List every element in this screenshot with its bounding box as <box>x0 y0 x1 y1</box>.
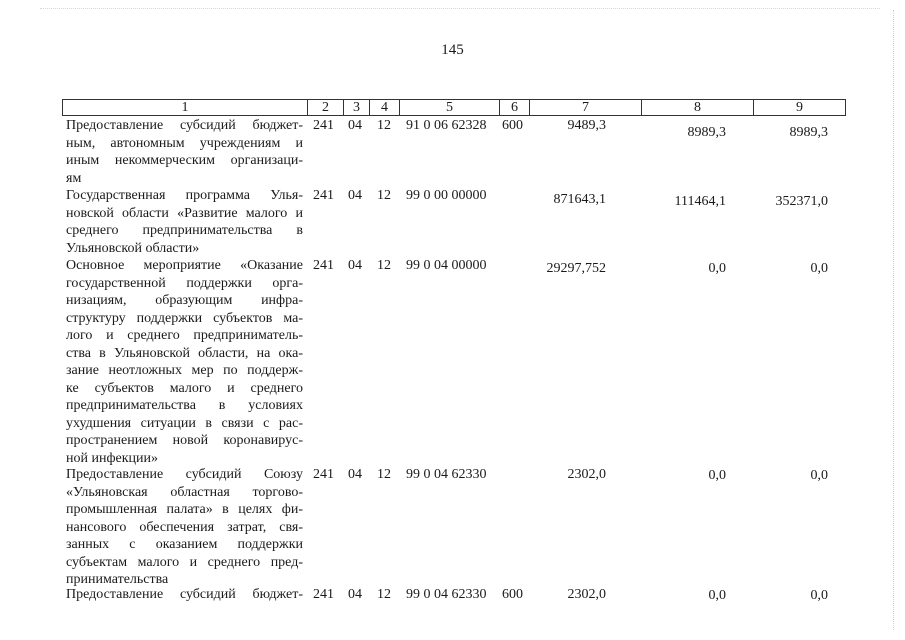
cell-col-5: 91 0 06 62328 <box>406 118 487 133</box>
cell-col-8: 0,0 <box>708 261 726 276</box>
desc-line: промышленная палата» в целях фи- <box>66 502 303 517</box>
desc-line: Основное мероприятие «Оказание <box>66 258 303 273</box>
cell-col-3: 04 <box>348 467 362 482</box>
desc-line: Предоставление субсидий Союзу <box>66 467 303 482</box>
desc-line: занных с оказанием поддержки <box>66 537 303 552</box>
desc-line: ным, автономным учреждениям и <box>66 135 303 151</box>
cell-col-7: 2302,0 <box>567 467 606 482</box>
row-description <box>66 466 303 589</box>
cell-col-4: 12 <box>377 258 391 273</box>
cell-col-9: 0,0 <box>810 588 828 603</box>
cell-col-2: 241 <box>313 258 334 273</box>
desc-line: ухудшения ситуации в связи с рас- <box>66 415 303 431</box>
header-col-2: 2 <box>307 100 343 115</box>
page-number: 145 <box>441 42 464 58</box>
cell-col-5: 99 0 00 00000 <box>406 188 487 203</box>
cell-col-8: 111464,1 <box>674 194 726 209</box>
table-header <box>62 99 846 116</box>
row-description <box>66 586 303 604</box>
desc-line: пространением новой коронавирус- <box>66 433 303 448</box>
cell-col-2: 241 <box>313 118 334 133</box>
cell-col-5: 99 0 04 62330 <box>406 467 487 482</box>
desc-line: структуру поддержки субъектов ма- <box>66 310 303 326</box>
desc-line: лого и среднего предприниматель- <box>66 328 303 343</box>
cell-col-2: 241 <box>313 188 334 203</box>
cell-col-7: 29297,752 <box>546 261 606 276</box>
desc-line: ям <box>66 170 82 186</box>
desc-line: Ульяновской области» <box>66 240 200 256</box>
cell-col-4: 12 <box>377 118 391 133</box>
cell-col-7: 871643,1 <box>553 192 606 207</box>
cell-col-4: 12 <box>377 467 391 482</box>
desc-line: низациям, образующим инфра- <box>66 293 303 308</box>
cell-col-8: 0,0 <box>708 588 726 603</box>
desc-line: Предоставление субсидий бюджет- <box>66 118 303 133</box>
desc-line: среднего предпринимательства в <box>66 223 303 238</box>
cell-col-4: 12 <box>377 188 391 203</box>
desc-line: предпринимательства в условиях <box>66 398 303 413</box>
desc-line: Государственная программа Улья- <box>66 188 303 203</box>
desc-line: зание неотложных мер по поддерж- <box>66 363 303 378</box>
scan-artifact-edge <box>893 10 895 630</box>
cell-col-4: 12 <box>377 587 391 602</box>
cell-col-2: 241 <box>313 467 334 482</box>
cell-col-9: 0,0 <box>810 468 828 483</box>
desc-line: субъектам малого и среднего пред- <box>66 554 303 570</box>
cell-col-3: 04 <box>348 258 362 273</box>
desc-line: ной инфекции» <box>66 450 159 466</box>
desc-line: ства в Ульяновской области, на ока- <box>66 345 303 361</box>
cell-col-8: 8989,3 <box>687 125 726 140</box>
desc-line: государственной поддержки орга- <box>66 275 303 291</box>
desc-line: Предоставление субсидий бюджет- <box>66 587 303 602</box>
cell-col-9: 0,0 <box>810 261 828 276</box>
desc-line: нансового обеспечения затрат, свя- <box>66 519 303 535</box>
header-col-7: 7 <box>529 100 641 115</box>
row-description <box>66 187 303 257</box>
desc-line: новской области «Развитие малого и <box>66 205 303 221</box>
cell-col-9: 8989,3 <box>789 125 828 140</box>
cell-col-3: 04 <box>348 118 362 133</box>
row-description <box>66 257 303 467</box>
desc-line: принимательства <box>66 572 169 587</box>
header-col-3: 3 <box>343 100 369 115</box>
cell-col-6: 600 <box>502 118 523 133</box>
cell-col-9: 352371,0 <box>775 194 828 209</box>
header-col-6: 6 <box>499 100 529 115</box>
cell-col-8: 0,0 <box>708 468 726 483</box>
header-col-4: 4 <box>369 100 399 115</box>
cell-col-5: 99 0 04 00000 <box>406 258 487 273</box>
desc-line: «Ульяновская областная торгово- <box>66 484 303 500</box>
cell-col-3: 04 <box>348 587 362 602</box>
cell-col-7: 2302,0 <box>567 587 606 602</box>
header-col-5: 5 <box>399 100 499 115</box>
header-col-8: 8 <box>641 100 753 115</box>
cell-col-2: 241 <box>313 587 334 602</box>
cell-col-5: 99 0 04 62330 <box>406 587 487 602</box>
scan-artifact-top <box>40 8 880 10</box>
desc-line: иным некоммерческим организаци- <box>66 153 303 168</box>
cell-col-6: 600 <box>502 587 523 602</box>
header-col-9: 9 <box>753 100 845 115</box>
header-col-1: 1 <box>181 100 189 115</box>
row-description <box>66 117 303 187</box>
cell-col-3: 04 <box>348 188 362 203</box>
cell-col-7: 9489,3 <box>567 118 606 133</box>
desc-line: ке субъектов малого и среднего <box>66 380 303 396</box>
